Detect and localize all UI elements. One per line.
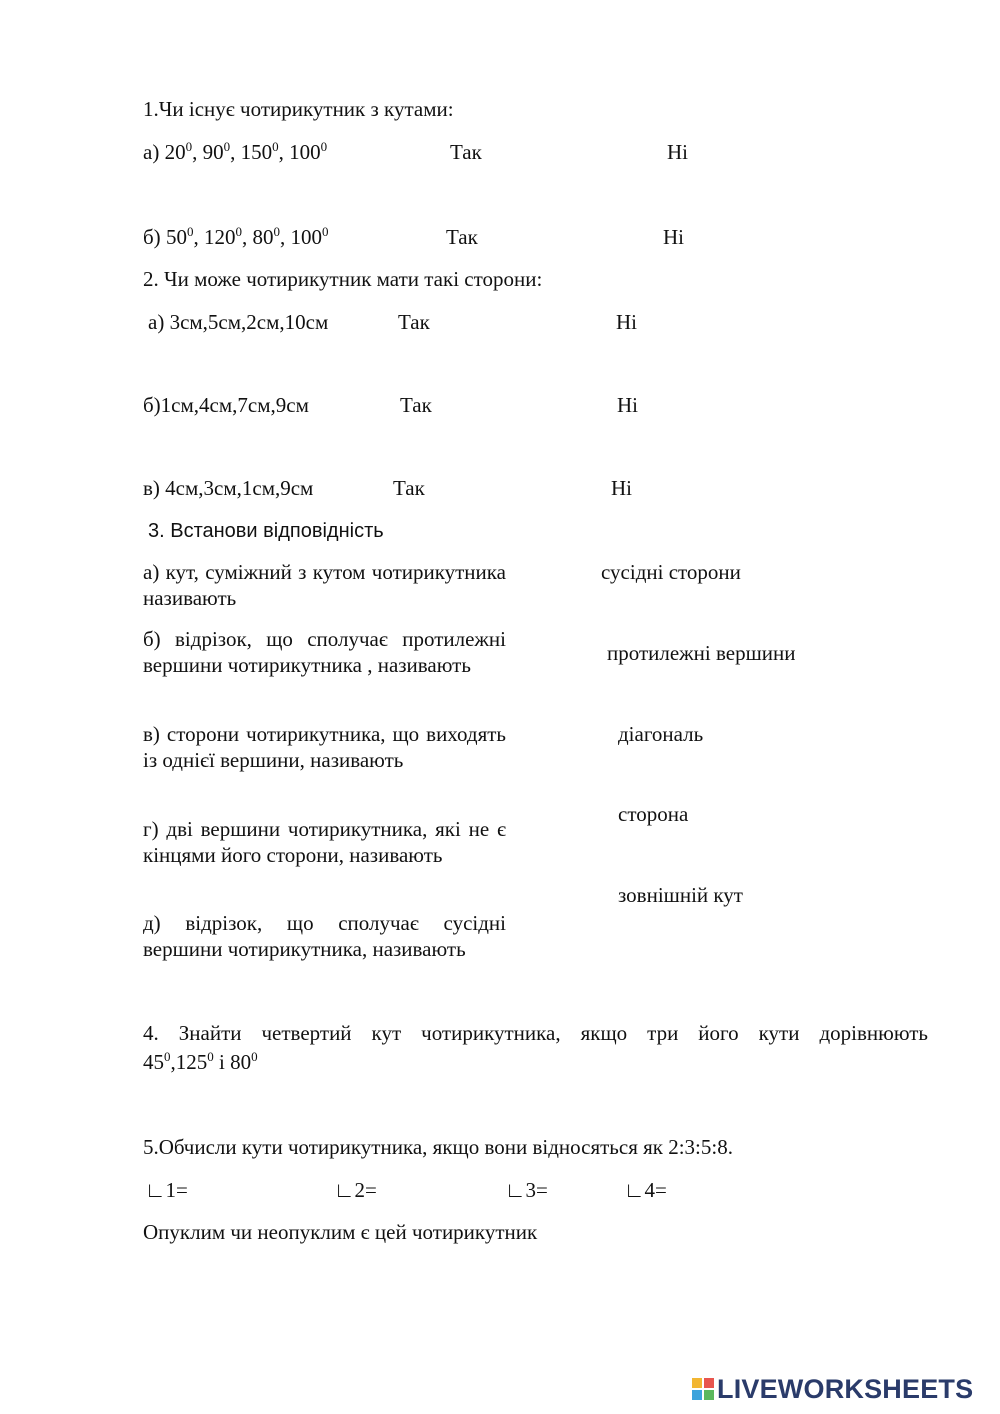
q3-left-item-d: г) дві вершини чотирикутника, які не є кінцями його сторони, називають — [143, 817, 506, 867]
q2c-no-option[interactable]: Ні — [611, 476, 632, 500]
q1b-yes-option[interactable]: Так — [446, 225, 478, 249]
q3-right-item-1[interactable]: сусідні сторони — [601, 560, 741, 584]
q1a-no-option[interactable]: Ні — [667, 140, 688, 164]
q3-right-item-2[interactable]: протилежні вершини — [607, 641, 796, 665]
q2a-no-option[interactable]: Ні — [616, 310, 637, 334]
liveworksheets-logo-icon — [692, 1378, 714, 1400]
q1b-no-option[interactable]: Ні — [663, 225, 684, 249]
q5-angle-1[interactable]: ∟1= — [145, 1178, 188, 1202]
q3-title: 3. Встанови відповідність — [148, 520, 384, 542]
q5-convex-question: Опуклим чи неопуклим є цей чотирикутник — [143, 1220, 538, 1244]
q3-left-item-a: а) кут, суміжний з кутом чотирикутника називають — [143, 560, 506, 610]
q5-angle-3[interactable]: ∟3= — [505, 1178, 548, 1202]
q3-right-item-4[interactable]: сторона — [618, 802, 689, 826]
q3-right-item-3[interactable]: діагональ — [618, 722, 704, 746]
liveworksheets-logo[interactable] — [692, 1374, 973, 1404]
q1b-angles: б) $50^0$, $120^0$, $80^0$, $100^0$ — [143, 224, 329, 249]
q2a-sides: а) 3см,5см,2см,10см — [148, 310, 329, 334]
q2c-yes-option[interactable]: Так — [393, 476, 425, 500]
q1a-angles: а) $20^0$, $90^0$, $150^0$, $100^0$ — [143, 139, 328, 164]
q2b-sides: б)1см,4см,7см,9см — [143, 393, 309, 417]
q2a-yes-option[interactable]: Так — [398, 310, 430, 334]
q2b-no-option[interactable]: Ні — [617, 393, 638, 417]
q3-left-item-c: в) сторони чотирикутника, що виходять із однієї вершини, називають — [143, 722, 506, 772]
q3-left-item-e: д) відрізок, що сполучає сусідні вершини чотирикутника, називають — [143, 911, 506, 961]
q1a-yes-option[interactable]: Так — [450, 140, 482, 164]
liveworksheets-logo-text: LIVEWORKSHEETS — [717, 1373, 974, 1404]
q5-angle-2[interactable]: ∟2= — [334, 1178, 377, 1202]
q1-title: 1.Чи існує чотирикутник з кутами: — [143, 97, 454, 121]
q5-title: 5.Обчисли кути чотирикутника, якщо вони відносяться як 2:3:5:8. — [143, 1135, 733, 1159]
q2c-sides: в) 4см,3см,1см,9см — [143, 476, 314, 500]
q3-left-item-b: б) відрізок, що сполучає протилежні вершини чотирикутника , називають — [143, 627, 506, 677]
q4-text: 4. Знайти четвертий кут чотирикутника, якщо три його кути дорівнюють — [143, 1021, 928, 1045]
q4-angles: $45^0,125^0$ і $80^0$ — [143, 1049, 258, 1074]
q3-right-item-5[interactable]: зовнішній кут — [618, 883, 743, 907]
q5-angle-4[interactable]: ∟4= — [624, 1178, 667, 1202]
q2b-yes-option[interactable]: Так — [400, 393, 432, 417]
q2-title: 2. Чи може чотирикутник мати такі сторони: — [143, 267, 543, 291]
